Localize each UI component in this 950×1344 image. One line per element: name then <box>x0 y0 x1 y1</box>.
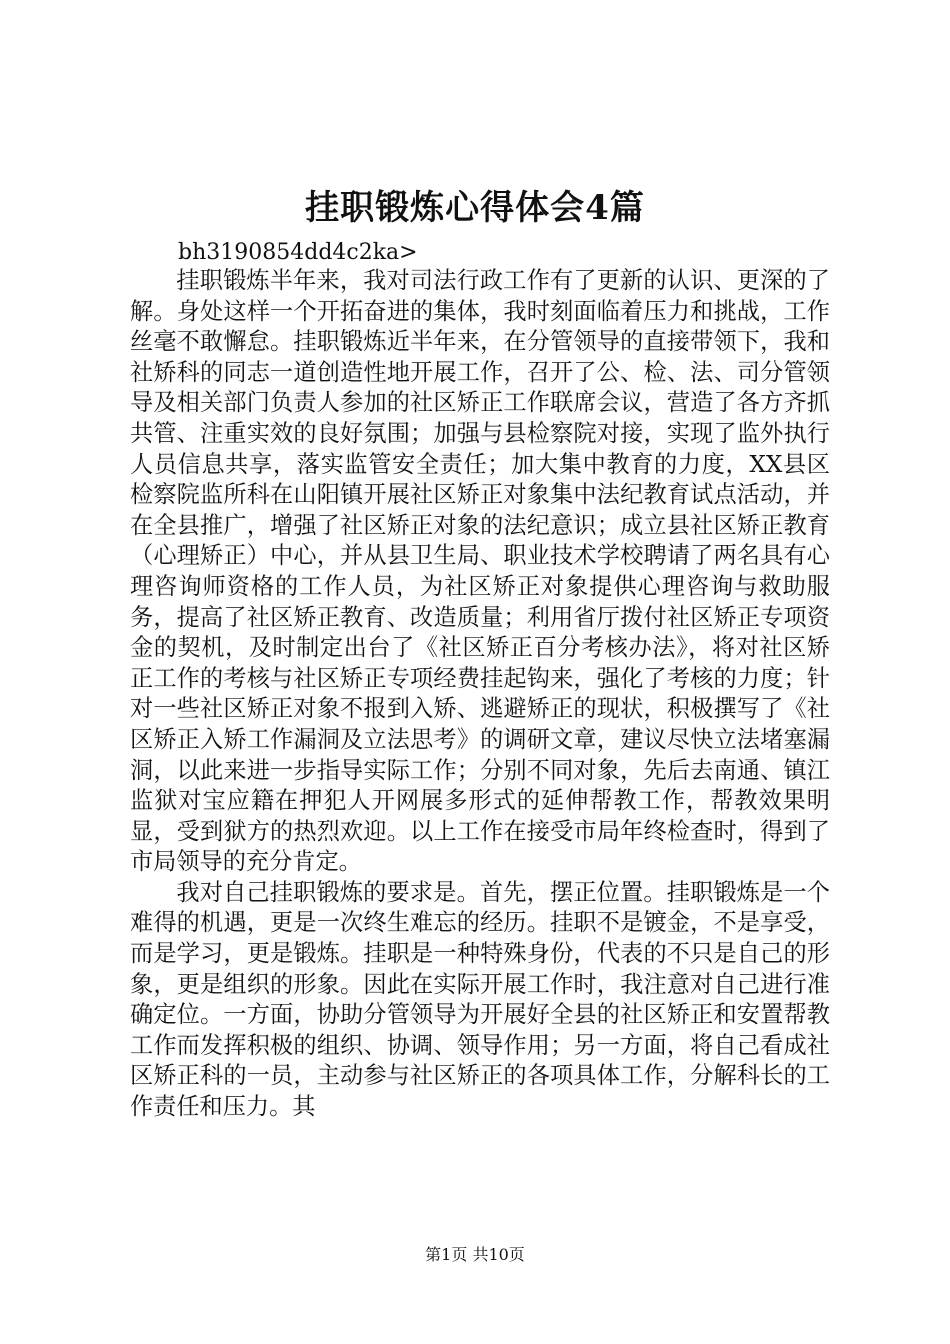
body-paragraph: 挂职锻炼半年来，我对司法行政工作有了更新的认识、更深的了解。身处这样一个开拓奋进的集体，我时刻面临着压力和挑战，工作丝毫不敢懈怠。挂职锻炼近半年来，在分管领导的直接带领下，我和社矫科的同志一道创造性地开展工作，召开了公、检、法、司分管领导及相关部门负责人参加的社区矫正工作联席会议，营造了各方齐抓共管、注重实效的良好氛围；加强与县检察院对接，实现了监外执行人员信息共享，落实监管安全责任；加大集中教育的力度，XX县区检察院监所科在山阳镇开展社区矫正对象集中法纪教育试点活动，并在全县推广，增强了社区矫正对象的法纪意识；成立县社区矫正教育（心理矫正）中心，并从县卫生局、职业技术学校聘请了两名具有心理咨询师资格的工作人员，为社区矫正对象提供心理咨询与救助服务，提高了社区矫正教育、改造质量；利用省厅拨付社区矫正专项资金的契机，及时制定出台了《社区矫正百分考核办法》，将对社区矫正工作的考核与社区矫正专项经费挂起钩来，强化了考核的力度；针对一些社区矫正对象不报到入矫、逃避矫正的现状，积极撰写了《社区矫正入矫工作漏洞及立法思考》的调研文章，建议尽快立法堵塞漏洞，以此来进一步指导实际工作；分别不同对象，先后去南通、镇江监狱对宝应籍在押犯人开网展多形式的延伸帮教工作，帮教效果明显，受到狱方的热烈欢迎。以上工作在接受市局年终检查时，得到了市局领导的充分肯定。 <box>130 267 830 876</box>
body-paragraph: 我对自己挂职锻炼的要求是。首先，摆正位置。挂职锻炼是一个难得的机遇，更是一次终生难忘的经历。挂职不是镀金，不是享受，而是学习，更是锻炼。挂职是一种特殊身份，代表的不只是自己的形象，更是组织的形象。因此在实际开展工作时，我注意对自己进行准确定位。一方面，协助分管领导为开展好全县的社区矫正和安置帮教工作而发挥积极的组织、协调、领导作用；另一方面，将自己看成社区矫正科的一员，主动参与社区矫正的各项具体工作，分解科长的工作责任和压力。其 <box>130 878 830 1121</box>
document-code: bh3190854dd4c2ka> <box>178 240 418 265</box>
document-title: 挂职锻炼心得体会4篇 <box>305 188 645 228</box>
document-body <box>130 266 830 1123</box>
page-number-footer: 第1页 共10页 <box>425 1245 525 1264</box>
